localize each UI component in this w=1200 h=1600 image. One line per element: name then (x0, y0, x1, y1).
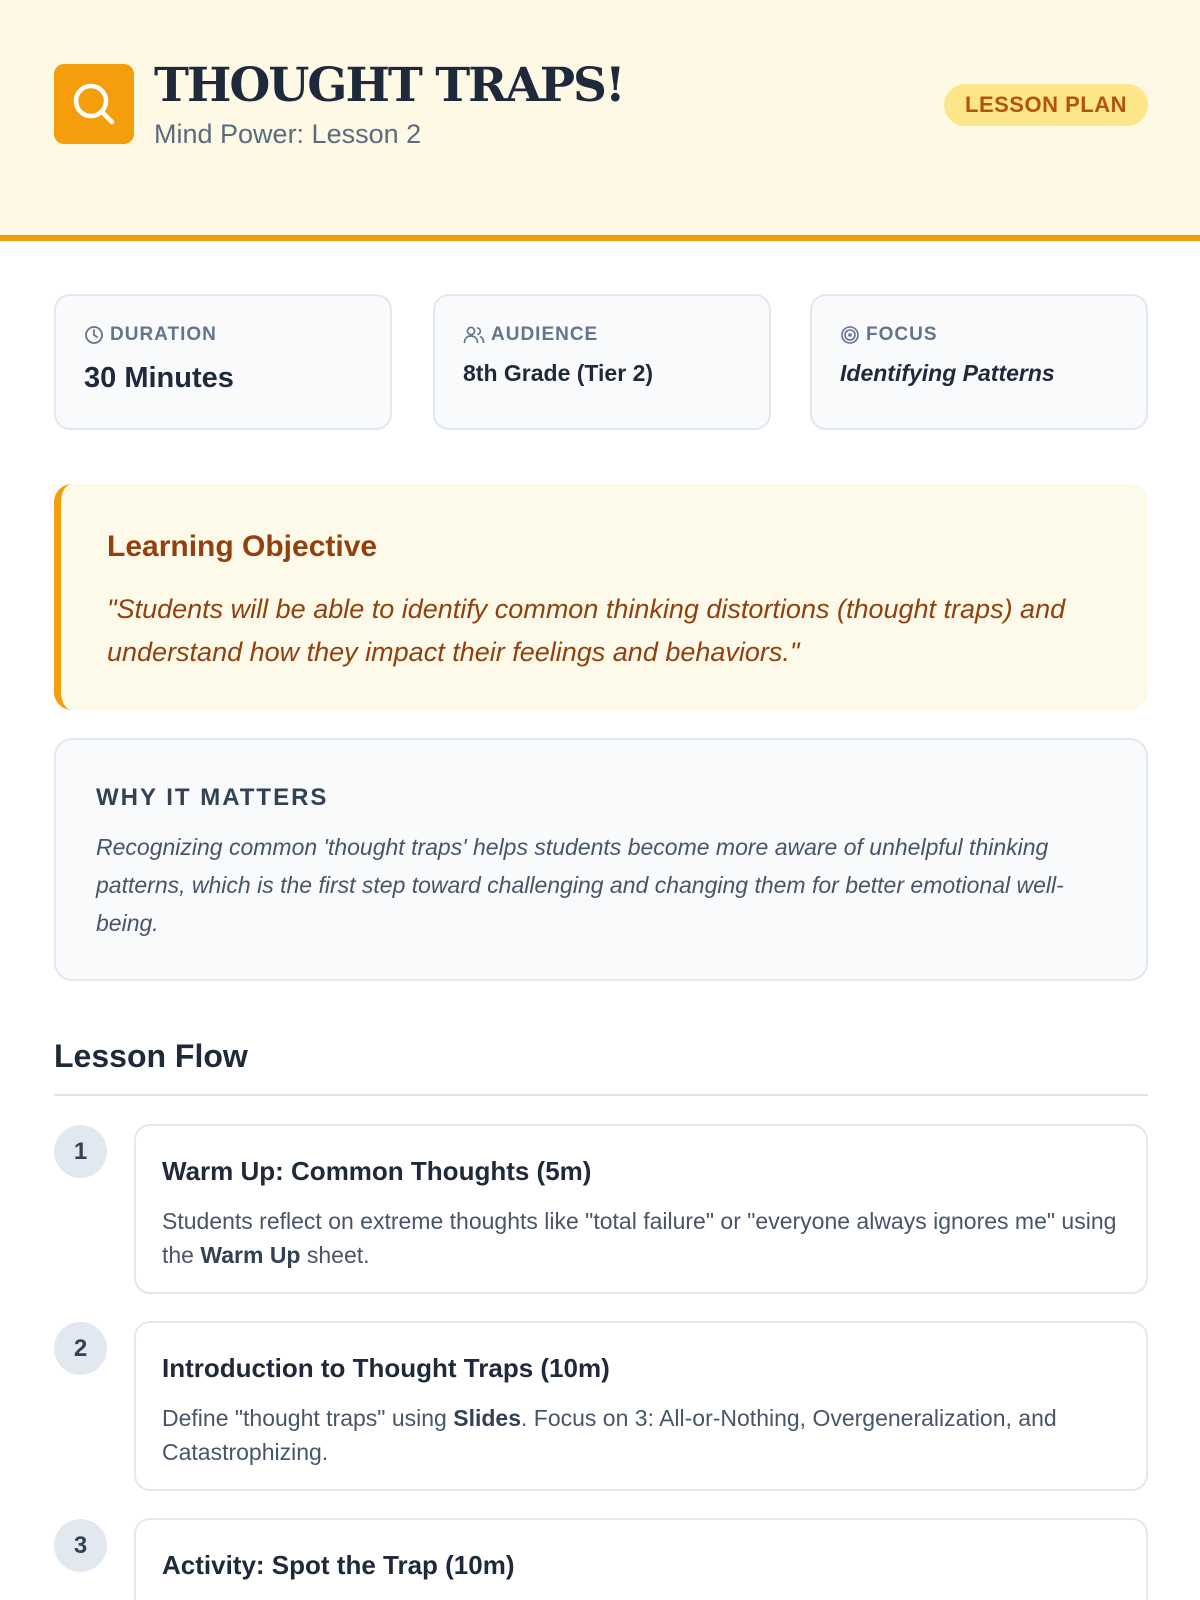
audience-label: AUDIENCE (491, 324, 599, 345)
page-title: THOUGHT TRAPS! (154, 58, 624, 113)
resource-name: Warm Up (200, 1242, 301, 1268)
page-subtitle: Mind Power: Lesson 2 (154, 119, 422, 149)
audience-card (433, 294, 771, 430)
step-text: . Focus on 3: All-or-Nothing, Overgeneralization, and Catastrophizing. (162, 1405, 1057, 1465)
lesson-plan-badge: LESSON PLAN (944, 84, 1148, 126)
step-title: Warm Up: Common Thoughts (5m) (162, 1156, 592, 1186)
header (0, 0, 1200, 241)
step-number: 3 (54, 1519, 107, 1572)
divider (54, 1094, 1148, 1096)
step-number: 1 (54, 1125, 107, 1178)
objective-text: "Students will be able to identify common thinking distortions (thought traps) and understand how they impact their feelings and behaviors." (107, 594, 1066, 667)
step-title: Introduction to Thought Traps (10m) (162, 1353, 610, 1383)
target-icon (840, 325, 860, 345)
step-text: sheet. (300, 1242, 370, 1268)
focus-label: FOCUS (866, 324, 938, 345)
why-text: Recognizing common 'thought traps' helps students become more aware of unhelpful thinking patterns, which is the first step toward challenging and changing them for better emotional well-being. (96, 834, 1064, 936)
duration-card (54, 294, 392, 430)
step-text: Define "thought traps" using (162, 1405, 454, 1431)
focus-card (810, 294, 1148, 430)
users-icon (463, 325, 485, 345)
step-title: Activity: Spot the Trap (10m) (162, 1550, 515, 1580)
lesson-step (134, 1124, 1148, 1294)
clock-icon (84, 325, 104, 345)
learning-objective (54, 484, 1148, 710)
step-description (162, 1401, 1122, 1469)
step-number: 2 (54, 1322, 107, 1375)
resource-name: Slides (453, 1405, 521, 1431)
lesson-step (134, 1321, 1148, 1491)
objective-title: Learning Objective (107, 530, 378, 563)
duration-value: 30 Minutes (84, 362, 234, 394)
step-description (162, 1204, 1122, 1272)
why-title: WHY IT MATTERS (96, 784, 329, 811)
search-icon (70, 80, 118, 128)
logo (54, 64, 134, 144)
step-text: Students reflect on extreme thoughts like "total failure" or "everyone always ignores me" using the (162, 1208, 1117, 1268)
focus-value: Identifying Patterns (840, 360, 1055, 386)
duration-label: DURATION (110, 324, 217, 345)
audience-value: 8th Grade (Tier 2) (463, 360, 654, 386)
why-it-matters (54, 738, 1148, 981)
lesson-step (134, 1518, 1148, 1600)
lesson-flow-title: Lesson Flow (54, 1038, 248, 1074)
